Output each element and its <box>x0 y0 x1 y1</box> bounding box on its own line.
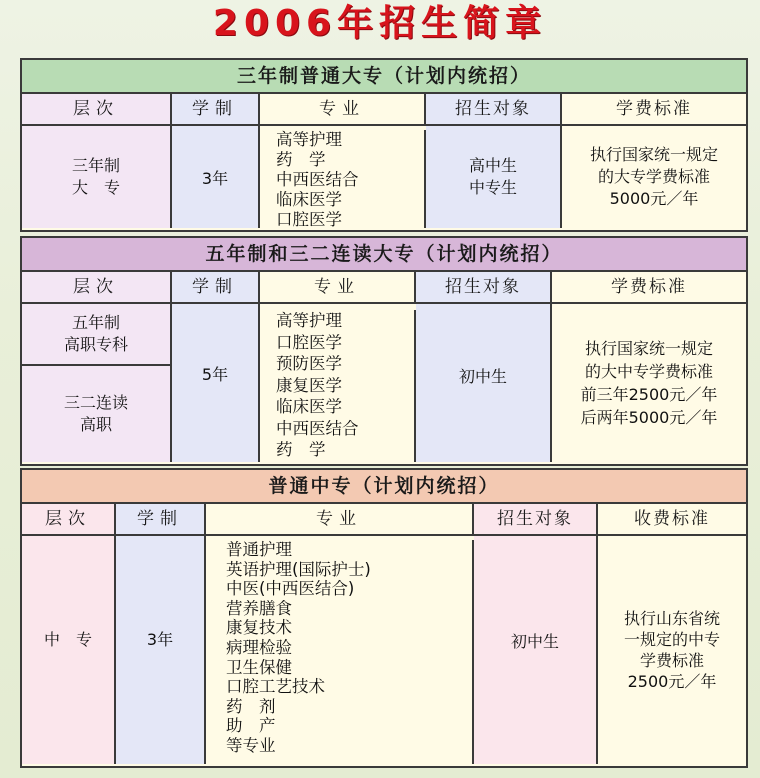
duration-cell <box>172 126 260 228</box>
major-item: 药 学 <box>276 440 326 459</box>
fee-cell <box>598 536 746 764</box>
target-cell <box>426 126 562 228</box>
target-cell <box>416 304 552 462</box>
col-header-fee: 收费标准 <box>598 504 746 536</box>
major-item: 药 学 <box>276 150 326 169</box>
duration-text: 5年 <box>201 364 229 384</box>
major-item: 口腔工艺技术 <box>226 677 325 697</box>
col-header-fee: 学费标准 <box>552 272 746 304</box>
target-text: 中专生 <box>468 178 517 197</box>
col-header-level: 层次 <box>22 94 172 126</box>
majors-cell <box>260 310 416 462</box>
major-item: 临床医学 <box>276 397 342 416</box>
major-item: 中医(中西医结合) <box>226 579 355 599</box>
target-text: 初中生 <box>458 366 507 386</box>
major-item: 口腔医学 <box>276 332 342 352</box>
major-item: 普通护理 <box>226 540 292 559</box>
col-header-major: 专业 <box>206 504 474 536</box>
fee-text: 后两年5000元／年 <box>580 408 718 427</box>
fee-text: 的大中专学费标准 <box>584 362 713 381</box>
section-heading: 普通中专（计划内统招） <box>22 470 746 504</box>
col-header-target: 招生对象 <box>426 94 562 126</box>
level-cell <box>22 126 172 228</box>
fee-text: 学费标准 <box>639 651 704 670</box>
major-item: 高等护理 <box>276 130 342 149</box>
section-heading: 三年制普通大专（计划内统招） <box>22 60 746 94</box>
col-header-duration: 学制 <box>116 504 206 536</box>
major-item: 高等护理 <box>276 311 342 330</box>
majors-cell <box>206 540 474 764</box>
target-text: 高中生 <box>468 156 517 175</box>
level-text: 三年制 大 专 <box>71 156 120 197</box>
level-text: 中 专 <box>43 629 92 649</box>
fee-text: 2500元／年 <box>627 672 717 691</box>
section-three-year-college <box>20 58 748 232</box>
major-item: 英语护理(国际护士) <box>226 559 371 579</box>
col-header-level: 层次 <box>22 272 172 304</box>
major-item: 病理检验 <box>226 637 292 657</box>
major-item: 中西医结合 <box>276 418 359 438</box>
major-item: 营养膳食 <box>226 598 292 618</box>
major-item: 等专业 <box>226 735 276 755</box>
fee-text: 的大专学费标准 <box>597 167 710 186</box>
level-cell <box>22 304 172 366</box>
target-cell <box>474 536 598 764</box>
major-item: 临床医学 <box>276 190 342 209</box>
col-header-target: 招生对象 <box>416 272 552 304</box>
section-secondary-vocational <box>20 468 748 768</box>
col-header-duration: 学制 <box>172 272 260 304</box>
fee-text: 5000元／年 <box>609 189 699 208</box>
section-heading: 五年制和三二连读大专（计划内统招） <box>22 238 746 272</box>
majors-cell <box>260 130 426 228</box>
fee-text: 一规定的中专 <box>623 630 720 649</box>
col-header-major: 专业 <box>260 94 426 126</box>
level-cell <box>22 536 116 764</box>
page-title: 2006年招生简章 <box>212 3 548 44</box>
section-five-year-college <box>20 236 748 466</box>
fee-cell <box>562 126 746 228</box>
duration-text: 3年 <box>201 168 229 188</box>
col-header-target: 招生对象 <box>474 504 598 536</box>
major-item: 康复医学 <box>276 375 342 395</box>
fee-cell <box>552 304 746 462</box>
duration-cell <box>116 536 206 764</box>
major-item: 助 产 <box>226 716 276 736</box>
duration-cell <box>172 304 260 462</box>
major-item: 中西医结合 <box>276 170 359 189</box>
duration-text: 3年 <box>146 629 174 649</box>
major-item: 口腔医学 <box>276 210 342 229</box>
level-text: 五年制 高职专科 <box>63 313 128 354</box>
col-header-major: 专业 <box>260 272 416 304</box>
fee-text: 前三年2500元／年 <box>580 385 718 404</box>
col-header-duration: 学制 <box>172 94 260 126</box>
fee-text: 执行国家统一规定 <box>584 339 713 358</box>
target-text: 初中生 <box>510 631 559 651</box>
level-text: 三二连读 高职 <box>63 393 128 434</box>
col-header-level: 层次 <box>22 504 116 536</box>
major-item: 药 剂 <box>226 696 276 716</box>
col-header-fee: 学费标准 <box>562 94 746 126</box>
fee-text: 执行国家统一规定 <box>589 145 718 164</box>
major-item: 卫生保健 <box>226 657 292 677</box>
level-cell <box>22 366 172 462</box>
major-item: 康复技术 <box>226 618 292 638</box>
major-item: 预防医学 <box>276 354 342 373</box>
fee-text: 执行山东省统 <box>623 609 720 628</box>
